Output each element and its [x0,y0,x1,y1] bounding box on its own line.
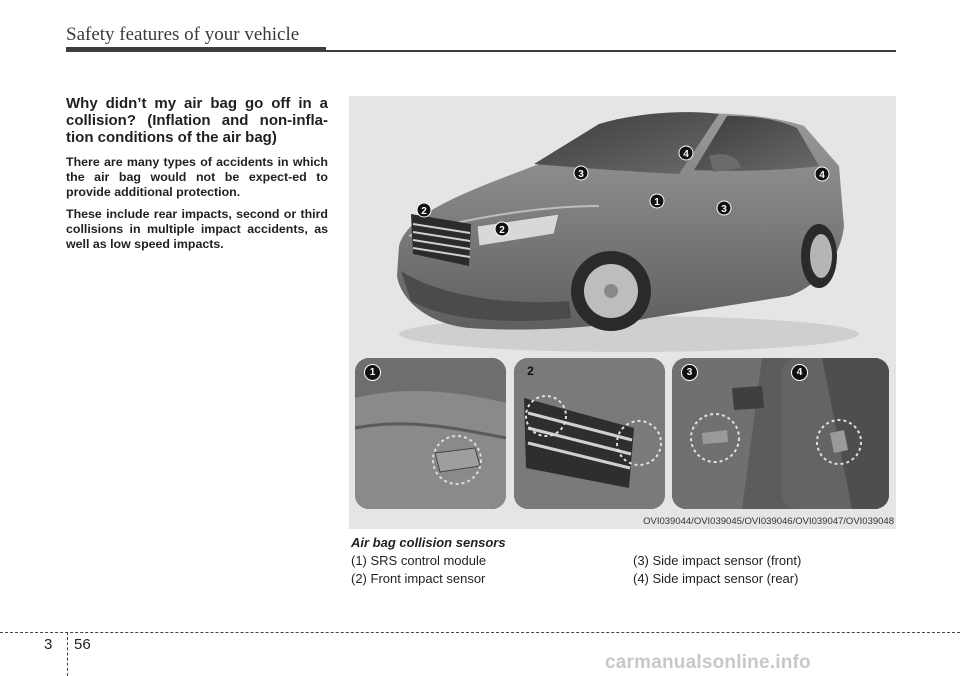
car-illustration [349,96,896,356]
inset-srs-module [355,358,506,509]
header-title: Safety features of your vehicle [66,24,300,45]
caption-title: Air bag collision sensors [351,535,506,550]
text-column [66,95,328,259]
callout-3a: 3 [578,169,584,180]
callout-1: 1 [654,197,660,208]
callout-4a: 4 [683,149,689,160]
watermark: carmanualsonline.info [605,652,811,673]
callout-4b: 4 [819,170,825,181]
seat-floor-illustration [355,358,506,509]
inset-number-4: 4 [791,364,808,381]
image-codes: OVI039044/OVI039045/OVI039046/OVI039047/OVI039048 [643,516,894,527]
inset-side-sensor-rear [782,358,889,509]
legend-item: (4) Side impact sensor (rear) [633,571,799,586]
callout-2b: 2 [499,225,505,236]
inset-number-3: 3 [681,364,698,381]
footer-divider [67,632,68,676]
callout-3b: 3 [721,204,727,215]
callout-2a: 2 [421,206,427,217]
paragraph-1: There are many types of accidents in which the air bag would not be expect-ed to provide additional protection. [66,155,328,199]
inset-number-1: 1 [364,364,381,381]
legend-item: (3) Side impact sensor (front) [633,553,802,568]
header-rule [66,47,326,52]
paragraph-2: These include rear impacts, second or third collisions in multiple impact accidents, as well as low speed impacts. [66,207,328,251]
inset-number-2: 2 [527,364,534,378]
figure-caption [351,535,896,586]
sensor-figure [349,96,896,529]
legend-item: (2) Front impact sensor [351,571,486,586]
header-rule-thin [326,50,896,52]
question-heading: Why didn’t my air bag go off in a collision? (Inflation and non-infla-tion conditions of the air bag) [66,95,328,146]
section-number: 3 [44,636,53,653]
legend-item: (1) SRS control module [351,553,487,568]
page-number: 56 [74,636,91,653]
inset-front-sensor [514,358,665,509]
footer-rule [0,632,960,633]
grille-illustration [514,358,665,509]
sensor-legend [351,553,896,586]
